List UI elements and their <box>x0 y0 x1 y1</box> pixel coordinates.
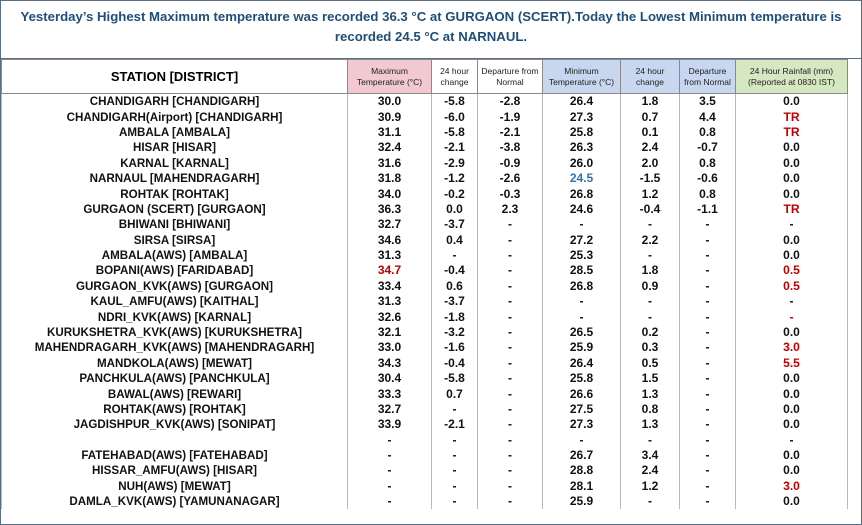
max-change-cell: -6.0 <box>432 109 478 124</box>
min-temp-cell: 28.5 <box>543 263 621 278</box>
max-change-header: 24 hour change <box>432 60 478 94</box>
max-temp-cell: 31.3 <box>348 294 432 309</box>
min-departure-cell: - <box>680 433 736 448</box>
station-cell: ROHTAK [ROHTAK] <box>2 186 348 201</box>
rainfall-cell: - <box>736 309 848 324</box>
max-temp-cell: 32.7 <box>348 402 432 417</box>
min-departure-cell: - <box>680 463 736 478</box>
table-row <box>2 463 848 478</box>
rainfall-cell: 0.0 <box>736 325 848 340</box>
min-temp-cell: 27.3 <box>543 109 621 124</box>
max-change-cell: 0.0 <box>432 202 478 217</box>
station-cell: CHANDIGARH [CHANDIGARH] <box>2 94 348 110</box>
max-departure-cell: -2.1 <box>478 125 543 140</box>
min-departure-cell: - <box>680 402 736 417</box>
min-departure-cell: - <box>680 279 736 294</box>
rainfall-cell: 0.5 <box>736 279 848 294</box>
max-departure-cell: - <box>478 340 543 355</box>
min-temp-cell: 26.8 <box>543 279 621 294</box>
min-departure-cell: - <box>680 356 736 371</box>
min-change-cell: - <box>621 248 680 263</box>
station-cell: JAGDISHPUR_KVK(AWS) [SONIPAT] <box>2 417 348 432</box>
table-row <box>2 417 848 432</box>
table-row <box>2 156 848 171</box>
min-temp-cell: 24.5 <box>543 171 621 186</box>
max-temp-cell: 32.6 <box>348 309 432 324</box>
station-cell: KARNAL [KARNAL] <box>2 156 348 171</box>
max-departure-cell: 2.3 <box>478 202 543 217</box>
rainfall-cell: 0.0 <box>736 186 848 201</box>
table-row <box>2 340 848 355</box>
max-departure-cell: - <box>478 263 543 278</box>
min-change-cell: 1.2 <box>621 186 680 201</box>
max-change-cell: -5.8 <box>432 125 478 140</box>
max-change-cell: - <box>432 402 478 417</box>
station-cell: GURGAON (SCERT) [GURGAON] <box>2 202 348 217</box>
table-row <box>2 94 848 110</box>
rainfall-cell: 0.5 <box>736 263 848 278</box>
station-cell: NARNAUL [MAHENDRAGARH] <box>2 171 348 186</box>
rainfall-cell: 0.0 <box>736 171 848 186</box>
max-departure-cell: - <box>478 417 543 432</box>
rainfall-cell: 0.0 <box>736 94 848 110</box>
min-temp-cell: 26.8 <box>543 186 621 201</box>
station-cell: BHIWANI [BHIWANI] <box>2 217 348 232</box>
station-cell: HISSAR_AMFU(AWS) [HISAR] <box>2 463 348 478</box>
max-departure-cell: -0.3 <box>478 186 543 201</box>
min-change-cell: 1.3 <box>621 386 680 401</box>
rainfall-cell: 0.0 <box>736 417 848 432</box>
min-change-cell: - <box>621 217 680 232</box>
rainfall-cell: 0.0 <box>736 448 848 463</box>
station-cell: NDRI_KVK(AWS) [KARNAL] <box>2 309 348 324</box>
table-row <box>2 433 848 448</box>
station-cell: NUH(AWS) [MEWAT] <box>2 478 348 493</box>
max-temp-cell: 33.4 <box>348 279 432 294</box>
table-header-row <box>2 60 848 94</box>
max-temp-cell: 30.4 <box>348 371 432 386</box>
station-cell: SIRSA [SIRSA] <box>2 233 348 248</box>
min-departure-cell: 3.5 <box>680 94 736 110</box>
min-temp-cell: - <box>543 217 621 232</box>
max-temp-cell: - <box>348 478 432 493</box>
max-departure-cell: -2.8 <box>478 94 543 110</box>
rainfall-cell: TR <box>736 202 848 217</box>
station-cell: BOPANI(AWS) [FARIDABAD] <box>2 263 348 278</box>
max-temp-cell: - <box>348 433 432 448</box>
max-departure-cell: - <box>478 463 543 478</box>
min-departure-cell: - <box>680 371 736 386</box>
min-temp-cell: 27.3 <box>543 417 621 432</box>
min-temp-cell: - <box>543 294 621 309</box>
max-departure-cell: -3.8 <box>478 140 543 155</box>
max-temp-cell: 34.3 <box>348 356 432 371</box>
rainfall-cell: 0.0 <box>736 371 848 386</box>
min-departure-cell: - <box>680 386 736 401</box>
min-change-cell: 1.2 <box>621 478 680 493</box>
rainfall-cell: 5.5 <box>736 356 848 371</box>
max-departure-cell: - <box>478 448 543 463</box>
max-change-cell: -5.8 <box>432 371 478 386</box>
min-departure-cell: - <box>680 417 736 432</box>
max-change-cell: -2.1 <box>432 140 478 155</box>
max-change-cell: - <box>432 433 478 448</box>
max-temp-cell: 32.7 <box>348 217 432 232</box>
max-departure-cell: - <box>478 402 543 417</box>
rainfall-cell: 0.0 <box>736 402 848 417</box>
min-temp-cell: 26.6 <box>543 386 621 401</box>
max-departure-cell: - <box>478 356 543 371</box>
max-change-cell: - <box>432 478 478 493</box>
max-temp-cell: 34.0 <box>348 186 432 201</box>
max-change-cell: -0.2 <box>432 186 478 201</box>
max-temp-cell: 30.0 <box>348 94 432 110</box>
min-departure-cell: - <box>680 263 736 278</box>
max-departure-cell: - <box>478 309 543 324</box>
max-change-cell: - <box>432 494 478 509</box>
table-row <box>2 140 848 155</box>
min-temp-cell: 25.3 <box>543 248 621 263</box>
min-departure-cell: - <box>680 217 736 232</box>
max-change-cell: - <box>432 248 478 263</box>
min-departure-cell: -0.6 <box>680 171 736 186</box>
max-temp-cell: 36.3 <box>348 202 432 217</box>
headline: Yesterday’s Highest Maximum temperature was recorded 36.3 °C at GURGAON (SCERT).Today the Lowest Minimum temperature is recorded 24.5 °C at NARNAUL. <box>1 1 861 59</box>
min-change-cell: 0.2 <box>621 325 680 340</box>
table-row <box>2 125 848 140</box>
table-row <box>2 402 848 417</box>
station-cell: BAWAL(AWS) [REWARI] <box>2 386 348 401</box>
min-departure-cell: 4.4 <box>680 109 736 124</box>
rainfall-cell: 3.0 <box>736 478 848 493</box>
table-row <box>2 386 848 401</box>
station-cell: AMBALA [AMBALA] <box>2 125 348 140</box>
max-temp-cell: 34.7 <box>348 263 432 278</box>
min-temp-cell: 26.3 <box>543 140 621 155</box>
table-row <box>2 478 848 493</box>
max-change-cell: -1.2 <box>432 171 478 186</box>
min-change-cell: 0.5 <box>621 356 680 371</box>
station-cell: PANCHKULA(AWS) [PANCHKULA] <box>2 371 348 386</box>
max-change-cell: 0.6 <box>432 279 478 294</box>
min-change-cell: -1.5 <box>621 171 680 186</box>
min-temp-cell: 27.5 <box>543 402 621 417</box>
min-departure-cell: -0.7 <box>680 140 736 155</box>
max-temp-cell: 34.6 <box>348 233 432 248</box>
table-row <box>2 448 848 463</box>
min-change-cell: 0.7 <box>621 109 680 124</box>
max-temp-cell: 30.9 <box>348 109 432 124</box>
max-change-cell: -5.8 <box>432 94 478 110</box>
max-temp-cell: - <box>348 448 432 463</box>
max-change-cell: -3.7 <box>432 294 478 309</box>
min-temp-cell: 28.1 <box>543 478 621 493</box>
min-departure-cell: 0.8 <box>680 125 736 140</box>
max-departure-cell: - <box>478 478 543 493</box>
min-departure-header: Departure from Normal <box>680 60 736 94</box>
station-cell: FATEHABAD(AWS) [FATEHABAD] <box>2 448 348 463</box>
table-row <box>2 356 848 371</box>
min-temp-cell: - <box>543 309 621 324</box>
table-row <box>2 325 848 340</box>
min-departure-cell: - <box>680 325 736 340</box>
min-change-cell: 1.5 <box>621 371 680 386</box>
min-change-cell: 2.4 <box>621 140 680 155</box>
min-temp-cell: - <box>543 433 621 448</box>
max-change-cell: - <box>432 463 478 478</box>
max-change-cell: -1.8 <box>432 309 478 324</box>
rainfall-cell: 0.0 <box>736 463 848 478</box>
table-row <box>2 494 848 509</box>
min-change-cell: 2.2 <box>621 233 680 248</box>
rainfall-cell: TR <box>736 109 848 124</box>
table-row <box>2 279 848 294</box>
min-temp-cell: 26.7 <box>543 448 621 463</box>
station-cell: MAHENDRAGARH_KVK(AWS) [MAHENDRAGARH] <box>2 340 348 355</box>
max-change-cell: - <box>432 448 478 463</box>
max-departure-cell: -2.6 <box>478 171 543 186</box>
max-departure-cell: - <box>478 248 543 263</box>
max-change-cell: -3.2 <box>432 325 478 340</box>
rainfall-cell: 0.0 <box>736 233 848 248</box>
min-change-cell: - <box>621 433 680 448</box>
min-temp-cell: 26.4 <box>543 94 621 110</box>
max-departure-cell: - <box>478 233 543 248</box>
min-change-cell: 1.8 <box>621 263 680 278</box>
min-change-cell: -0.4 <box>621 202 680 217</box>
max-departure-cell: - <box>478 279 543 294</box>
max-departure-cell: - <box>478 386 543 401</box>
min-change-cell: 2.0 <box>621 156 680 171</box>
rainfall-cell: 0.0 <box>736 494 848 509</box>
min-temp-cell: 28.8 <box>543 463 621 478</box>
min-temp-cell: 25.9 <box>543 494 621 509</box>
min-departure-cell: - <box>680 340 736 355</box>
rainfall-cell: - <box>736 294 848 309</box>
station-cell: KAUL_AMFU(AWS) [KAITHAL] <box>2 294 348 309</box>
min-temp-cell: 25.8 <box>543 125 621 140</box>
rainfall-cell: 0.0 <box>736 140 848 155</box>
min-temp-cell: 25.9 <box>543 340 621 355</box>
min-temp-cell: 26.0 <box>543 156 621 171</box>
table-row <box>2 371 848 386</box>
min-change-cell: 3.4 <box>621 448 680 463</box>
max-temp-cell: 31.8 <box>348 171 432 186</box>
max-temp-cell: 33.3 <box>348 386 432 401</box>
max-departure-cell: -1.9 <box>478 109 543 124</box>
min-temp-cell: 24.6 <box>543 202 621 217</box>
min-change-cell: 0.8 <box>621 402 680 417</box>
max-change-cell: -0.4 <box>432 356 478 371</box>
station-cell: CHANDIGARH(Airport) [CHANDIGARH] <box>2 109 348 124</box>
station-cell <box>2 433 348 448</box>
station-cell: MANDKOLA(AWS) [MEWAT] <box>2 356 348 371</box>
table-row <box>2 309 848 324</box>
max-temp-cell: 31.6 <box>348 156 432 171</box>
min-temp-header: Minimum Temperature (°C) <box>543 60 621 94</box>
rainfall-header: 24 Hour Rainfall (mm) (Reported at 0830 IST) <box>736 60 848 94</box>
station-cell: HISAR [HISAR] <box>2 140 348 155</box>
min-change-cell: - <box>621 309 680 324</box>
max-temp-cell: - <box>348 494 432 509</box>
min-change-cell: 2.4 <box>621 463 680 478</box>
table-row <box>2 202 848 217</box>
rainfall-cell: TR <box>736 125 848 140</box>
rainfall-cell: 0.0 <box>736 248 848 263</box>
max-temp-cell: 32.1 <box>348 325 432 340</box>
max-departure-header: Departure from Normal <box>478 60 543 94</box>
station-cell: GURGAON_KVK(AWS) [GURGAON] <box>2 279 348 294</box>
min-departure-cell: - <box>680 248 736 263</box>
max-temp-cell: 33.9 <box>348 417 432 432</box>
max-temp-cell: - <box>348 463 432 478</box>
min-temp-cell: 25.8 <box>543 371 621 386</box>
min-change-cell: 1.8 <box>621 94 680 110</box>
max-temp-cell: 33.0 <box>348 340 432 355</box>
max-change-cell: -0.4 <box>432 263 478 278</box>
table-row <box>2 263 848 278</box>
max-departure-cell: - <box>478 371 543 386</box>
min-departure-cell: - <box>680 478 736 493</box>
min-departure-cell: - <box>680 494 736 509</box>
max-change-cell: 0.4 <box>432 233 478 248</box>
rainfall-cell: 0.0 <box>736 156 848 171</box>
rainfall-cell: 3.0 <box>736 340 848 355</box>
table-row <box>2 233 848 248</box>
max-departure-cell: - <box>478 217 543 232</box>
min-change-cell: - <box>621 494 680 509</box>
min-departure-cell: 0.8 <box>680 186 736 201</box>
min-departure-cell: - <box>680 233 736 248</box>
min-temp-cell: 27.2 <box>543 233 621 248</box>
table-row <box>2 248 848 263</box>
table-row <box>2 171 848 186</box>
max-temp-cell: 32.4 <box>348 140 432 155</box>
min-change-cell: 0.3 <box>621 340 680 355</box>
max-departure-cell: - <box>478 494 543 509</box>
min-temp-cell: 26.4 <box>543 356 621 371</box>
max-change-cell: -1.6 <box>432 340 478 355</box>
min-temp-cell: 26.5 <box>543 325 621 340</box>
max-departure-cell: - <box>478 325 543 340</box>
min-change-cell: - <box>621 294 680 309</box>
min-departure-cell: 0.8 <box>680 156 736 171</box>
rainfall-cell: - <box>736 433 848 448</box>
min-change-cell: 0.1 <box>621 125 680 140</box>
max-change-cell: -2.9 <box>432 156 478 171</box>
table-row <box>2 294 848 309</box>
max-change-cell: 0.7 <box>432 386 478 401</box>
station-cell: KURUKSHETRA_KVK(AWS) [KURUKSHETRA] <box>2 325 348 340</box>
station-table <box>1 59 848 509</box>
min-departure-cell: -1.1 <box>680 202 736 217</box>
table-row <box>2 186 848 201</box>
rainfall-cell: - <box>736 217 848 232</box>
max-departure-cell: - <box>478 294 543 309</box>
min-departure-cell: - <box>680 448 736 463</box>
min-change-header: 24 hour change <box>621 60 680 94</box>
station-cell: DAMLA_KVK(AWS) [YAMUNANAGAR] <box>2 494 348 509</box>
rainfall-cell: 0.0 <box>736 386 848 401</box>
table-row <box>2 109 848 124</box>
min-departure-cell: - <box>680 294 736 309</box>
table-body <box>2 94 848 510</box>
station-cell: ROHTAK(AWS) [ROHTAK] <box>2 402 348 417</box>
max-departure-cell: -0.9 <box>478 156 543 171</box>
max-change-cell: -2.1 <box>432 417 478 432</box>
max-temp-header: Maximum Temperature (°C) <box>348 60 432 94</box>
min-change-cell: 1.3 <box>621 417 680 432</box>
station-header: STATION [DISTRICT] <box>2 60 348 94</box>
table-row <box>2 217 848 232</box>
min-departure-cell: - <box>680 309 736 324</box>
min-change-cell: 0.9 <box>621 279 680 294</box>
max-temp-cell: 31.3 <box>348 248 432 263</box>
max-change-cell: -3.7 <box>432 217 478 232</box>
max-departure-cell: - <box>478 433 543 448</box>
max-temp-cell: 31.1 <box>348 125 432 140</box>
station-cell: AMBALA(AWS) [AMBALA] <box>2 248 348 263</box>
